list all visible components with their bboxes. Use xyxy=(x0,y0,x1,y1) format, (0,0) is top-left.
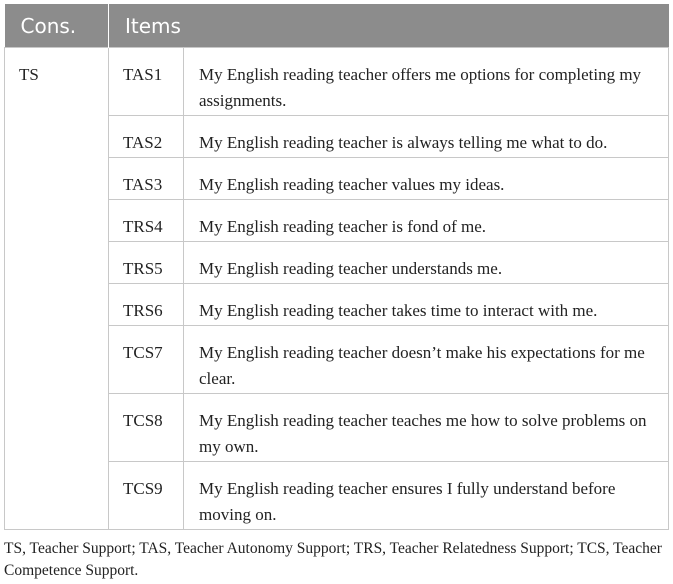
item-text: My English reading teacher is fond of me. xyxy=(184,200,669,242)
item-text: My English reading teacher doesn’t make his expectations for me clear. xyxy=(184,326,669,394)
item-code: TRS4 xyxy=(109,200,184,242)
table-footnote: TS, Teacher Support; TAS, Teacher Autonomy Support; TRS, Teacher Relatedness Support; TCS, Teacher Competence Support. xyxy=(4,540,662,579)
item-code: TAS1 xyxy=(109,48,184,116)
item-code: TAS3 xyxy=(109,158,184,200)
item-text: My English reading teacher understands me. xyxy=(184,242,669,284)
item-text: My English reading teacher values my ideas. xyxy=(184,158,669,200)
item-text: My English reading teacher teaches me how to solve problems on my own. xyxy=(184,394,669,462)
item-code: TCS8 xyxy=(109,394,184,462)
item-text: My English reading teacher ensures I fully understand before moving on. xyxy=(184,462,669,530)
item-code: TCS7 xyxy=(109,326,184,394)
table-header-row xyxy=(5,4,669,48)
items-table xyxy=(4,4,669,530)
table-row xyxy=(5,48,669,116)
item-text: My English reading teacher offers me options for completing my assignments. xyxy=(184,48,669,116)
item-code: TRS6 xyxy=(109,284,184,326)
header-items: Items xyxy=(109,4,669,48)
items-table-container xyxy=(4,4,668,530)
item-code: TRS5 xyxy=(109,242,184,284)
construct-cell: TS xyxy=(5,48,109,530)
item-text: My English reading teacher takes time to interact with me. xyxy=(184,284,669,326)
item-text: My English reading teacher is always telling me what to do. xyxy=(184,116,669,158)
header-cons: Cons. xyxy=(5,4,109,48)
item-code: TAS2 xyxy=(109,116,184,158)
item-code: TCS9 xyxy=(109,462,184,530)
